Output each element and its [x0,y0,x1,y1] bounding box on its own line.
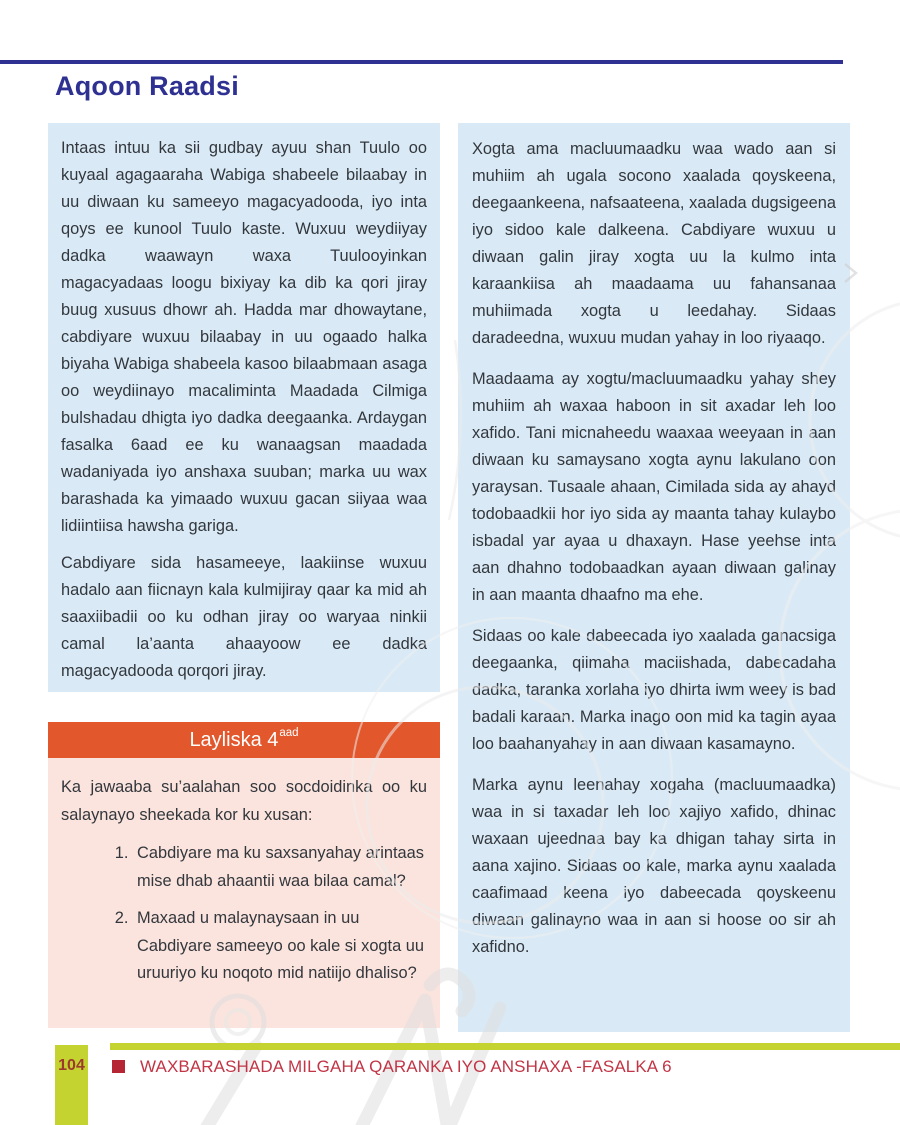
top-divider-rule [0,60,843,64]
passage-paragraph: Intaas intuu ka sii gudbay ayuu shan Tuulo oo kuyaal agagaaraha Wabiga shabeele bilaabay in uu diwaan ku sameeyo magacyadooda, iyo inta qoys ee kunool Tuulo kaste. Wuxuu weydiiyay dadka waawayn waxa Tuulooyinkan magacyadaas loogu bixiyay ka dib ka qori jiray buug xusuus dhowr ah. Hadda mar dhowaytane, cabdiyare wuxuu bilaabay in uu ogaado halka biyaha Wabiga shabeela kasoo bilaabmaan asaga oo weydiinayo macaliminta Maadada Cilmiga bulshadau dhigta iyo dadka deegaanka. Ardaygan fasalka 6aad ee ku wanaagsan maadada wadaniyada iyo anshaxa suuban; marka uu wax barashada ka yimaado wuxuu gacan siiyaa waa lidiintiisa hawsha gariga. [61,139,427,535]
footer-rule [110,1043,900,1050]
passage-paragraph: Sidaas oo kale dabeecada iyo xaalada ganacsiga deegaanka, qiimaha maciishada, dabecadaha dadka, taranka xorlaha iyo dhirta iwm weey is bad badali karaan. Marka inago oon mid ka tagin ayaa loo baahanyahay in aan diwaan kasamayno. [472,627,836,753]
passage-paragraph: Cabdiyare sida hasameeye, laakiinse wuxuu hadalo aan fiicnayn kala kulmijiray qaar ka mid ah saaxiibadii oo ku odhan jiray oo waryaa ninkii camal la’aanta ahaayoow ee dadka magacyadooda qorqori jiray. [61,554,427,680]
exercise-box [48,758,440,1028]
passage-paragraph: Xogta ama macluumaadku waa wado aan si muhiim ah ugala socono xaalada qoyskeena, deegaankeena, nafsaateena, xaalada dugsigeena iyo sidoo kale dalkeena. Cabdiyare wuxuu u diwaan galin jiray xogta uu la kulmo inta karaankiisa ah maadaama uu fahansanaa muhiimada xogta u leedahay. Sidaas daradeedna, wuxuu mudan yahay in loo riyaaqo. [472,140,836,347]
exercise-question-text: Maxaad u malaynaysaan in uu Cabdiyare sameeyo oo kale si xogta uu uruuriyo ku noqoto mid natiijo dhaliso? [137,909,425,982]
reading-passage-right [458,123,850,1032]
passage-paragraph: Maadaama ay xogtu/macluumaadku yahay shey muhiim ah waxaa haboon in sit axadar leh loo xafido. Tani micnaheedu waaxaa weeyaan in aan diwaan ku samaysano xogta aynu lakulano oon yaraysan. Tusaale ahaan, Cimilada sida ay ahayd todobaadkii hor iyo sida ay maanta tahay kulaybo isbadal yar ayaa u dhaxayn. Hase yeehse inta aan dhahno todobaadkan ayaan diwaan galinay in aan maanta dhaafno ma ehe. [472,370,836,604]
exercise-question-list [61,840,427,988]
page-title: Aqoon Raadsi [55,71,239,101]
square-bullet-icon [112,1060,125,1073]
passage-paragraph: Marka aynu leenahay xogaha (macluumaadka) waa in si taxadar leh loo xajiyo xafido, dhinac waxaan ujeednaa bay ka dhigan tahay sirta in aana xajino. Sidaas oo kale, marka aynu xaalada caafimaad keena iyo dabeecada qoyskeenu diwaan galinayno waa in aan si hoose oo sir ah xafidno. [472,776,836,956]
exercise-header [48,722,440,758]
exercise-question-text: Cabdiyare ma ku saxsanyahay arintaas mise dhab ahaantii waa bilaa camal? [137,844,424,890]
footer-book-title: WAXBARASHADA MILGAHA QARANKA IYO ANSHAXA -FASALKA 6 [140,1057,672,1076]
exercise-question [133,905,427,988]
page-number: 104 [58,1057,85,1074]
exercise-header-label: Layliska 4 [189,728,279,751]
exercise-question [133,840,427,895]
page-number-bar [55,1045,88,1125]
exercise-header-superscript: aad [279,727,299,740]
exercise-intro: Ka jawaaba su’aalahan soo socdoidinka oo ku salaynayo sheekada kor ku xusan: [61,778,427,824]
reading-passage-left [48,123,440,692]
